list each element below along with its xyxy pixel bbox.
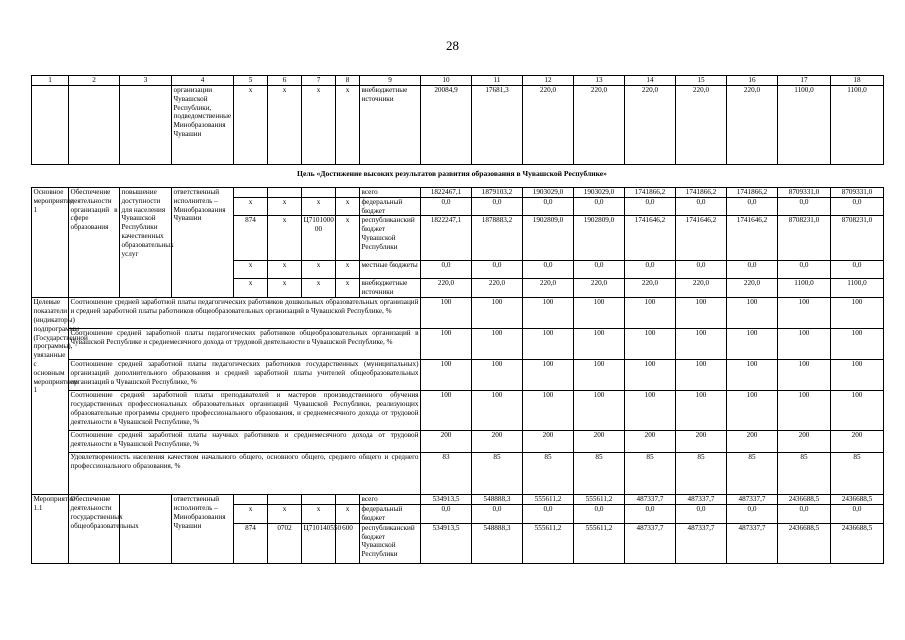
indicator-value-cell: 100 xyxy=(625,360,676,391)
value-cell: 555611,2 xyxy=(523,523,574,563)
indicator-value-cell: 85 xyxy=(778,453,831,495)
value-cell: 0,0 xyxy=(831,197,884,216)
budget-code-cell: x xyxy=(234,197,268,216)
column-number-14: 14 xyxy=(625,76,676,86)
indicator-value-cell: 85 xyxy=(831,453,884,495)
indicator-value-cell: 100 xyxy=(727,360,778,391)
event-name-cell: Обеспечение деятельности организаций в сфере образования xyxy=(69,188,120,298)
value-cell: 1741866,2 xyxy=(625,188,676,198)
indicator-value-cell: 100 xyxy=(574,298,625,329)
value-cell: 8708231,0 xyxy=(831,216,884,261)
indicator-value-cell: 100 xyxy=(523,360,574,391)
column-number-18: 18 xyxy=(831,76,884,86)
budget-code-cell xyxy=(268,495,302,505)
indicator-value-cell: 100 xyxy=(676,360,727,391)
column-number-5: 5 xyxy=(234,76,268,86)
indicator-value-cell: 100 xyxy=(676,391,727,431)
column-number-1: 1 xyxy=(32,76,69,86)
value-cell: 0,0 xyxy=(523,505,574,524)
value-cell: 0,0 xyxy=(676,505,727,524)
indicator-value-cell: 100 xyxy=(831,329,884,360)
value-cell: 220,0 xyxy=(676,279,727,298)
budget-code-cell xyxy=(234,188,268,198)
event-goal-cell: повышение доступности для населения Чувашской Республики качественных образовательных услуг xyxy=(120,188,172,298)
column-number-11: 11 xyxy=(472,76,523,86)
source-cell: всего xyxy=(360,495,421,505)
indicator-value-cell: 100 xyxy=(676,298,727,329)
column-number-6: 6 xyxy=(268,76,302,86)
value-cell: 220,0 xyxy=(625,279,676,298)
funding-row xyxy=(32,188,884,198)
indicator-value-cell: 200 xyxy=(778,431,831,453)
value-cell: 0,0 xyxy=(472,197,523,216)
value-cell: 1902809,0 xyxy=(523,216,574,261)
extra-budget-row: организации Чувашской Республики, подведомственные Минобразования Чувашии x x x x внебюджетные источники 20084,9 17681,3 220,0 220,0 220,0 220,0 220,0 1100,0 1100,0 xyxy=(32,86,884,165)
value-cell: 487337,7 xyxy=(676,495,727,505)
indicator-value-cell: 200 xyxy=(472,431,523,453)
indicator-value-cell: 100 xyxy=(421,329,472,360)
value-cell: 0,0 xyxy=(831,261,884,279)
column-number-7: 7 xyxy=(302,76,336,86)
indicator-value-cell: 100 xyxy=(625,391,676,431)
budget-code-cell: Ц7101000 00 xyxy=(302,216,336,261)
value-cell: 487337,7 xyxy=(625,523,676,563)
value-cell: 2436688,5 xyxy=(831,523,884,563)
value-cell: 1822467,1 xyxy=(421,188,472,198)
value-cell: 0,0 xyxy=(574,261,625,279)
value-cell: 0,0 xyxy=(778,197,831,216)
budget-code-cell: 0702 xyxy=(268,523,302,563)
value-cell: 0,0 xyxy=(778,505,831,524)
event-number-cell: Основное мероприятие 1 xyxy=(32,188,69,298)
funding-row xyxy=(32,495,884,505)
indicator-value-cell: 100 xyxy=(421,391,472,431)
value-cell: 2436688,5 xyxy=(778,495,831,505)
value-cell: 0,0 xyxy=(472,261,523,279)
indicator-value-cell: 100 xyxy=(523,298,574,329)
source-cell: всего xyxy=(360,188,421,198)
value-cell: 1879103,2 xyxy=(472,188,523,198)
value-cell: 220,0 xyxy=(574,279,625,298)
column-number-4: 4 xyxy=(172,76,234,86)
value-cell: 1741646,2 xyxy=(727,216,778,261)
indicator-value-cell: 200 xyxy=(831,431,884,453)
indicator-value-cell: 100 xyxy=(831,360,884,391)
indicator-value-cell: 200 xyxy=(421,431,472,453)
budget-code-cell: Ц710140550 xyxy=(302,523,336,563)
budget-code-cell: 874 xyxy=(234,523,268,563)
indicator-value-cell: 100 xyxy=(472,329,523,360)
indicator-value-cell: 100 xyxy=(523,329,574,360)
indicator-value-cell: 200 xyxy=(574,431,625,453)
value-cell: 2436688,5 xyxy=(778,523,831,563)
value-cell: 0,0 xyxy=(421,505,472,524)
value-cell: 487337,7 xyxy=(727,495,778,505)
value-cell: 1741646,2 xyxy=(676,216,727,261)
responsible-cell: ответственный исполнитель – Минобразования Чувашии xyxy=(172,188,234,298)
value-cell: 1100,0 xyxy=(831,279,884,298)
indicator-value-cell: 83 xyxy=(421,453,472,495)
indicator-value-cell: 100 xyxy=(625,329,676,360)
indicator-value-cell: 100 xyxy=(727,391,778,431)
indicator-value-cell: 100 xyxy=(472,298,523,329)
value-cell: 0,0 xyxy=(421,197,472,216)
column-number-8: 8 xyxy=(336,76,360,86)
value-cell: 1741866,2 xyxy=(727,188,778,198)
indicator-value-cell: 100 xyxy=(778,360,831,391)
source-cell: внебюджетные источники xyxy=(360,86,421,165)
goal-heading: Цель «Достижение высоких результатов развития образования в Чувашской Республике» xyxy=(297,169,607,178)
indicator-value-cell: 100 xyxy=(472,360,523,391)
value-cell: 534913,5 xyxy=(421,523,472,563)
budget-code-cell: x xyxy=(336,279,360,298)
budget-code-cell: x xyxy=(234,505,268,524)
indicator-value-cell: 100 xyxy=(727,298,778,329)
value-cell: 487337,7 xyxy=(727,523,778,563)
budget-code-cell: 874 xyxy=(234,216,268,261)
budget-code-cell: x xyxy=(268,261,302,279)
budget-code-cell: x xyxy=(336,505,360,524)
budget-code-cell: x xyxy=(268,216,302,261)
budget-code-cell: x xyxy=(234,279,268,298)
value-cell: 0,0 xyxy=(676,197,727,216)
column-number-10: 10 xyxy=(421,76,472,86)
indicator-row xyxy=(32,298,884,329)
indicator-value-cell: 100 xyxy=(472,391,523,431)
value-cell: 0,0 xyxy=(625,197,676,216)
indicator-text-cell: Соотношение средней заработной платы педагогических работников дошкольных образовательных организаций и средней заработной платы работников общеобразовательных организаций в Чувашской Республике, % xyxy=(69,298,421,329)
value-cell: 0,0 xyxy=(676,261,727,279)
indicator-text-cell: Соотношение средней заработной платы преподавателей и мастеров производственного обучения государственных профессиональных образовательных организаций Чувашской Республики, реализующих образовательные программы среднего профессионального образования, и среднемесячного дохода от трудовой деятельности в Чувашской Республике, % xyxy=(69,391,421,431)
value-cell: 555611,2 xyxy=(523,495,574,505)
indicator-row xyxy=(32,453,884,495)
indicator-value-cell: 200 xyxy=(625,431,676,453)
indicator-text-cell: Удовлетворенность населения качеством начального общего, основного общего, среднего общего и среднего профессионального образования, % xyxy=(69,453,421,495)
value-cell: 1741646,2 xyxy=(625,216,676,261)
value-cell: 220,0 xyxy=(727,279,778,298)
budget-code-cell: x xyxy=(302,279,336,298)
indicator-text-cell: Соотношение средней заработной платы научных работников и среднемесячного дохода от трудовой деятельности в Чувашской Республике, % xyxy=(69,431,421,453)
indicator-value-cell: 85 xyxy=(523,453,574,495)
budget-code-cell: x xyxy=(234,261,268,279)
event-number-cell: Мероприятие 1.1 xyxy=(32,495,69,563)
source-cell: местные бюджеты xyxy=(360,261,421,279)
value-cell: 555611,2 xyxy=(574,523,625,563)
responsible-cell: ответственный исполнитель – Минобразования Чувашии xyxy=(172,495,234,563)
indicator-value-cell: 85 xyxy=(676,453,727,495)
value-cell: 1741866,2 xyxy=(676,188,727,198)
budget-code-cell xyxy=(268,188,302,198)
column-number-9: 9 xyxy=(360,76,421,86)
indicator-value-cell: 100 xyxy=(421,360,472,391)
indicator-value-cell: 100 xyxy=(778,298,831,329)
indicator-row xyxy=(32,391,884,431)
budget-code-cell xyxy=(234,495,268,505)
indicator-value-cell: 100 xyxy=(778,329,831,360)
value-cell: 555611,2 xyxy=(574,495,625,505)
budget-code-cell xyxy=(336,495,360,505)
value-cell: 8708231,0 xyxy=(778,216,831,261)
indicator-value-cell: 85 xyxy=(727,453,778,495)
budget-code-cell: x xyxy=(302,261,336,279)
budget-code-cell: x xyxy=(336,197,360,216)
column-number-16: 16 xyxy=(727,76,778,86)
value-cell: 0,0 xyxy=(421,261,472,279)
budget-code-cell: x xyxy=(302,197,336,216)
column-number-2: 2 xyxy=(69,76,120,86)
value-cell: 0,0 xyxy=(831,505,884,524)
value-cell: 534913,5 xyxy=(421,495,472,505)
value-cell: 0,0 xyxy=(574,197,625,216)
budget-code-cell: x xyxy=(268,279,302,298)
value-cell: 0,0 xyxy=(625,505,676,524)
value-cell: 0,0 xyxy=(727,197,778,216)
value-cell: 2436688,5 xyxy=(831,495,884,505)
column-number-row xyxy=(32,76,884,86)
indicators-label-cell: Целевые показатели (индикаторы) подпрограммы (Государственной программы), увязанные с основным мероприятием 1 xyxy=(32,298,69,495)
value-cell: 220,0 xyxy=(472,279,523,298)
budget-code-cell: x xyxy=(336,216,360,261)
value-cell: 220,0 xyxy=(523,279,574,298)
value-cell: 1878883,2 xyxy=(472,216,523,261)
value-cell: 8709331,0 xyxy=(831,188,884,198)
indicator-value-cell: 100 xyxy=(831,391,884,431)
column-number-15: 15 xyxy=(676,76,727,86)
value-cell: 1822247,1 xyxy=(421,216,472,261)
indicator-text-cell: Соотношение средней заработной платы педагогических работников общеобразовательных организаций в Чувашской Республике и среднемесячного дохода от трудовой деятельности в Чувашской Республике, % xyxy=(69,329,421,360)
value-cell: 548888,3 xyxy=(472,523,523,563)
value-cell: 1903029,0 xyxy=(523,188,574,198)
source-cell: федеральный бюджет xyxy=(360,197,421,216)
source-cell: внебюджетные источники xyxy=(360,279,421,298)
indicator-value-cell: 100 xyxy=(831,298,884,329)
indicator-value-cell: 200 xyxy=(676,431,727,453)
indicator-value-cell: 100 xyxy=(574,329,625,360)
event-name-cell: Обеспечение деятельности государственных общеобразовательных xyxy=(69,495,120,563)
indicator-value-cell: 100 xyxy=(676,329,727,360)
value-cell: 1100,0 xyxy=(778,279,831,298)
column-number-17: 17 xyxy=(778,76,831,86)
budget-code-cell xyxy=(302,495,336,505)
budget-table-main xyxy=(31,187,884,564)
budget-table-top xyxy=(31,75,884,165)
indicator-value-cell: 85 xyxy=(574,453,625,495)
column-number-3: 3 xyxy=(120,76,172,86)
indicator-value-cell: 100 xyxy=(574,360,625,391)
indicator-value-cell: 200 xyxy=(727,431,778,453)
budget-code-cell: x xyxy=(268,197,302,216)
indicator-value-cell: 100 xyxy=(523,391,574,431)
value-cell: 0,0 xyxy=(523,197,574,216)
column-number-13: 13 xyxy=(574,76,625,86)
value-cell: 220,0 xyxy=(421,279,472,298)
organizations-cell: организации Чувашской Республики, подведомственные Минобразования Чувашии xyxy=(172,86,234,165)
indicator-value-cell: 100 xyxy=(778,391,831,431)
indicator-row xyxy=(32,431,884,453)
value-cell: 548888,3 xyxy=(472,495,523,505)
value-cell: 0,0 xyxy=(727,505,778,524)
value-cell: 0,0 xyxy=(523,261,574,279)
budget-code-cell xyxy=(302,188,336,198)
budget-code-cell: x xyxy=(336,261,360,279)
source-cell: республиканский бюджет Чувашской Республики xyxy=(360,523,421,563)
budget-code-cell xyxy=(336,188,360,198)
indicator-row xyxy=(32,360,884,391)
value-cell: 8709331,0 xyxy=(778,188,831,198)
indicator-row xyxy=(32,329,884,360)
source-cell: республиканский бюджет Чувашской Республики xyxy=(360,216,421,261)
budget-code-cell: 600 xyxy=(336,523,360,563)
value-cell: 487337,7 xyxy=(676,523,727,563)
indicator-value-cell: 85 xyxy=(472,453,523,495)
value-cell: 0,0 xyxy=(574,505,625,524)
value-cell: 0,0 xyxy=(625,261,676,279)
value-cell: 0,0 xyxy=(472,505,523,524)
indicator-value-cell: 100 xyxy=(727,329,778,360)
value-cell: 0,0 xyxy=(778,261,831,279)
source-cell: федеральный бюджет xyxy=(360,505,421,524)
value-cell: 0,0 xyxy=(727,261,778,279)
budget-code-cell: x xyxy=(268,505,302,524)
indicator-text-cell: Соотношение средней заработной платы педагогических работников государственных (муниципальных) организаций дополнительного образования и средней заработной платы учителей общеобразовательных организаций в Чувашской Республике, % xyxy=(69,360,421,391)
indicator-value-cell: 100 xyxy=(574,391,625,431)
budget-code-cell: x xyxy=(302,505,336,524)
indicator-value-cell: 100 xyxy=(625,298,676,329)
page-number: 28 xyxy=(446,38,459,53)
value-cell: 1902809,0 xyxy=(574,216,625,261)
indicator-value-cell: 85 xyxy=(625,453,676,495)
column-number-12: 12 xyxy=(523,76,574,86)
indicator-value-cell: 100 xyxy=(421,298,472,329)
value-cell: 487337,7 xyxy=(625,495,676,505)
indicator-value-cell: 200 xyxy=(523,431,574,453)
value-cell: 1903029,0 xyxy=(574,188,625,198)
